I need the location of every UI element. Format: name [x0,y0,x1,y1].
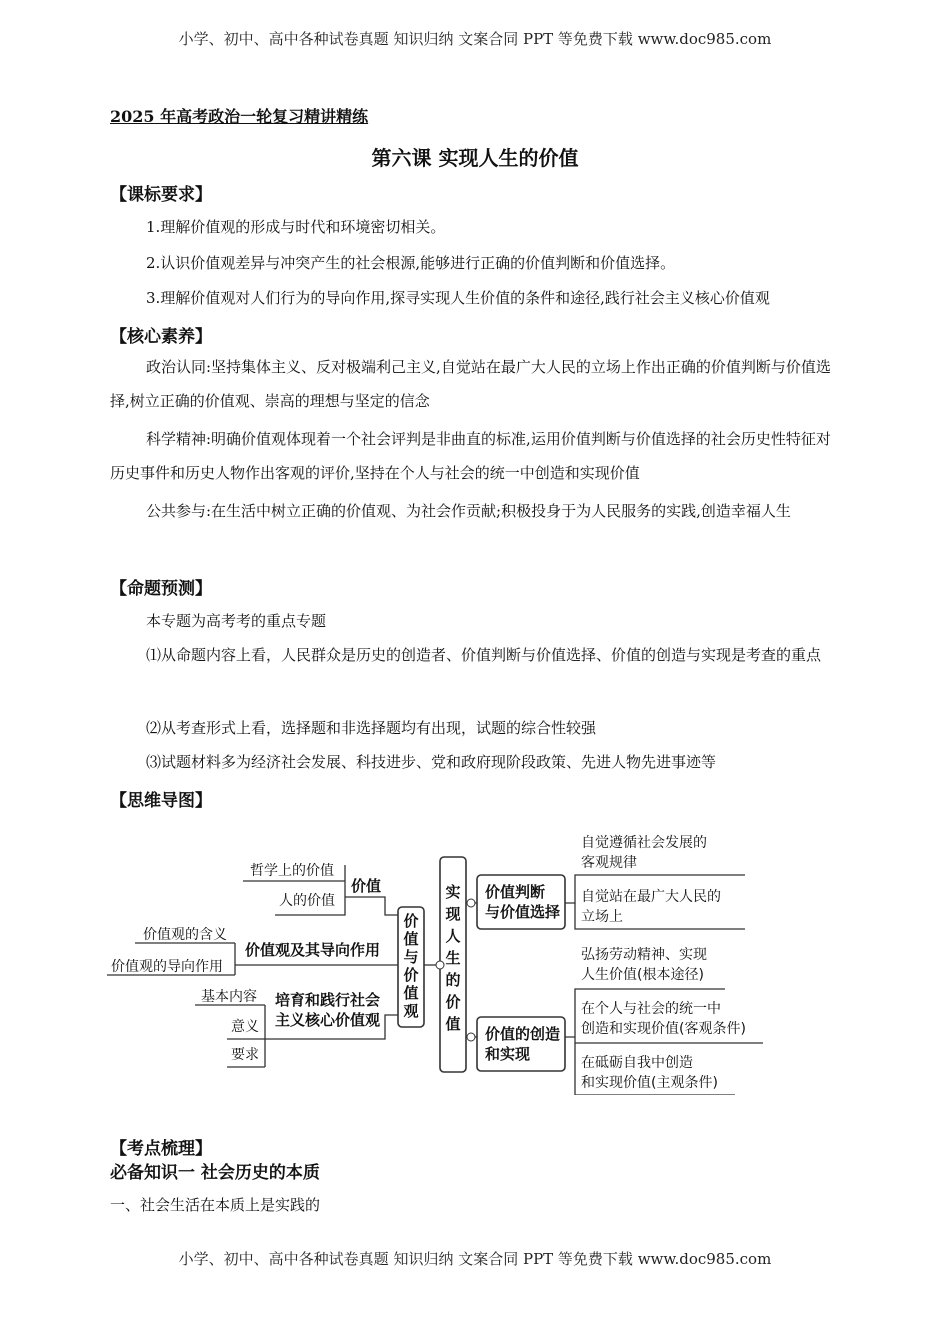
node-people-stand-line2: 立场上 [581,909,623,925]
node-individual-society-line1: 在个人与社会的统一中 [581,1001,721,1017]
center-char: 值 [445,1015,461,1033]
node-value: 价值 [351,877,382,895]
left-main-char: 值 [403,984,419,1002]
node-core-values-line2: 主义核心价值观 [275,1011,381,1029]
lesson-title: 第六课 实现人生的价值 [371,146,579,170]
forecast-intro: 本专题为高考考的重点专题 [146,612,327,630]
left-main-char: 观 [403,1002,419,1020]
literacy-paragraph: 公共参与:在生活中树立正确的价值观、为社会作贡献;积极投身于为人民服务的实践,创造幸福人生 [146,502,791,520]
node-basic-content: 基本内容 [201,989,257,1005]
node-human-value: 人的价值 [279,893,335,909]
mind-map [105,825,770,1095]
node-core-values-line1: 培育和践行社会 [275,991,381,1009]
left-main-char: 价 [403,966,419,984]
node-values-meaning: 价值观的含义 [143,927,227,943]
node-values-guiding-role: 价值观的导向作用 [111,959,223,975]
center-char: 实 [445,883,461,901]
node-value-judgment-line2: 与价值选择 [485,903,561,921]
node-people-stand-line1: 自觉站在最广大人民的 [581,889,721,905]
left-main-label [403,912,418,1020]
left-main-char: 值 [403,930,419,948]
node-follow-law-line2: 客观规律 [581,855,637,871]
forecast-heading: 【命题预测】 [110,579,212,599]
center-char: 现 [445,905,461,923]
center-char: 的 [445,971,461,989]
page-header: 小学、初中、高中各种试卷真题 知识归纳 文案合同 PPT 等免费下载 www.doc985.com [178,30,772,48]
node-individual-society-line2: 创造和实现价值(客观条件) [581,1021,746,1037]
literacy-paragraph: 政治认同:坚持集体主义、反对极端利己主义,自觉站在最广大人民的立场上作出正确的价值判断与价值选择,树立正确的价值观、崇高的理想与坚定的信念 [110,358,831,410]
curriculum-item: 1.理解价值观的形成与时代和环境密切相关。 [146,218,446,236]
document-title: 2025 年高考政治一轮复习精讲精练 [110,107,369,126]
node-follow-law-line1: 自觉遵循社会发展的 [581,835,707,851]
node-self-improvement-line2: 和实现价值(主观条件) [581,1075,718,1091]
center-label [444,883,460,1033]
node-values-guidance: 价值观及其导向作用 [245,941,381,959]
curriculum-heading: 【课标要求】 [110,185,212,205]
forecast-item: ⑶试题材料多为经济社会发展、科技进步、党和政府现阶段政策、先进人物先进事迹等 [146,753,717,771]
left-main-char: 与 [403,948,419,966]
center-char: 价 [445,993,461,1011]
node-significance: 意义 [231,1019,259,1035]
node-labor-spirit-line2: 人生价值(根本途径) [581,967,704,983]
page-footer: 小学、初中、高中各种试卷真题 知识归纳 文案合同 PPT 等免费下载 www.doc985.com [178,1250,772,1268]
knowledge-point: 一、社会生活在本质上是实践的 [110,1196,321,1214]
node-value-creation-line1: 价值的创造 [485,1025,561,1043]
curriculum-item: 3.理解价值观对人们行为的导向作用,探寻实现人生价值的条件和途径,践行社会主义核心价值观 [146,289,770,307]
mindmap-heading: 【思维导图】 [110,791,212,811]
review-heading: 【考点梳理】 [110,1139,212,1159]
forecast-item: ⑵从考查形式上看，选择题和非选择题均有出现，试题的综合性较强 [146,719,597,737]
node-value-judgment-line1: 价值判断 [485,883,546,901]
curriculum-item: 2.认识价值观差异与冲突产生的社会根源,能够进行正确的价值判断和价值选择。 [146,254,676,272]
center-char: 人 [445,927,461,945]
left-main-char: 价 [403,912,419,930]
node-labor-spirit-line1: 弘扬劳动精神、实现 [581,947,707,963]
node-self-improvement-line1: 在砥砺自我中创造 [581,1055,693,1071]
node-requirements: 要求 [231,1047,259,1063]
literacy-heading: 【核心素养】 [110,327,212,347]
node-value-creation-line2: 和实现 [485,1045,531,1063]
node-philosophy-value: 哲学上的价值 [250,863,334,879]
knowledge-title: 必备知识一 社会历史的本质 [110,1163,320,1183]
center-char: 生 [445,949,461,967]
literacy-paragraph: 科学精神:明确价值观体现着一个社会评判是非曲直的标准,运用价值判断与价值选择的社会历史性特征对历史事件和历史人物作出客观的评价,坚持在个人与社会的统一中创造和实现价值 [110,430,831,482]
forecast-item: ⑴从命题内容上看，人民群众是历史的创造者、价值判断与价值选择、价值的创造与实现是考查的重点 [146,646,822,664]
